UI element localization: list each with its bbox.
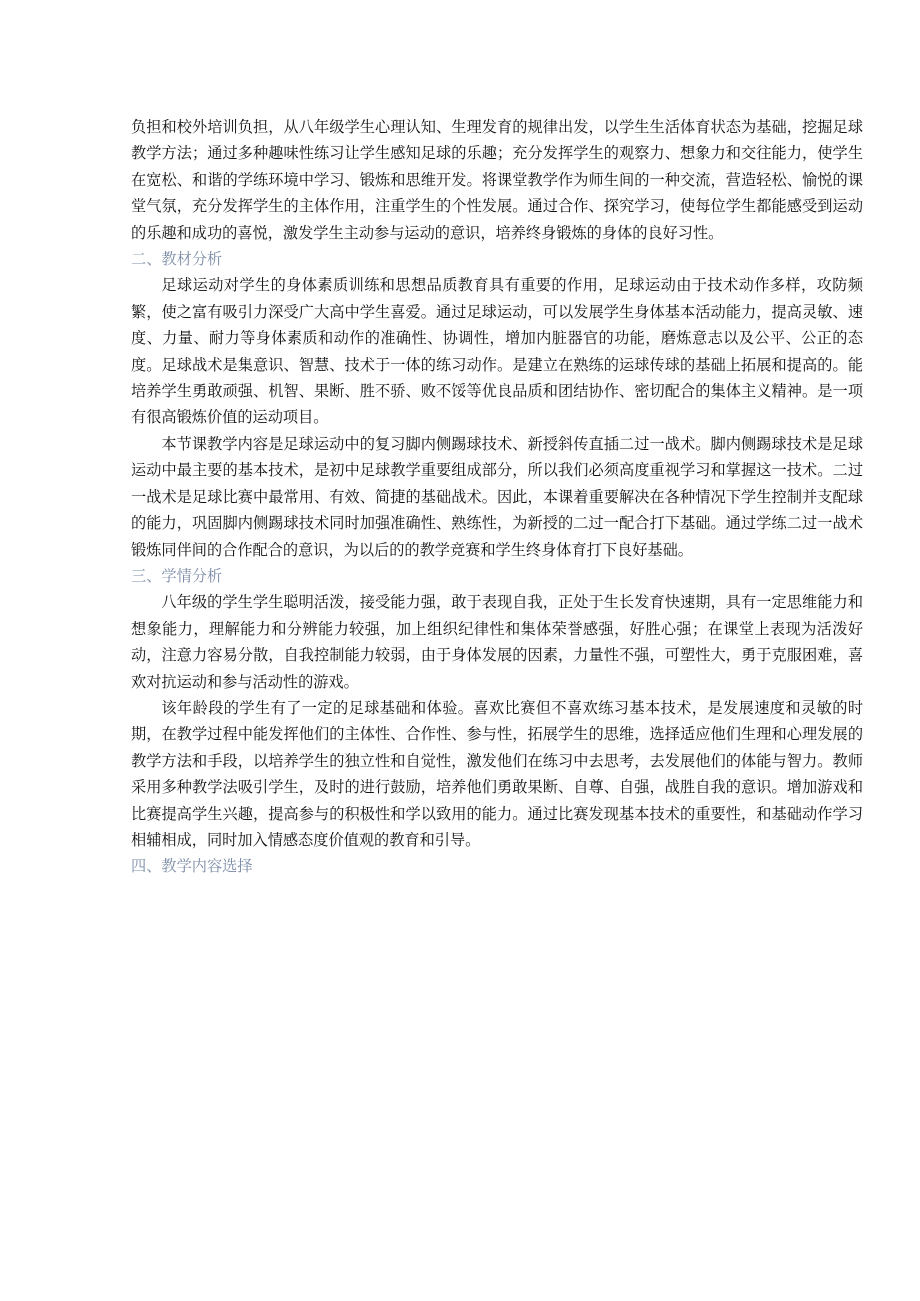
section-heading-textbook-analysis: 二、教材分析 [131, 250, 223, 269]
paragraph-student-analysis-2: 该年龄段的学生有了一定的足球基础和体验。喜欢比赛但不喜欢练习基本技术，是发展速度和灵敏的时期，在教学过程中能发挥他们的主体性、合作性、参与性，拓展学生的思维，选择适应他们生理和心理发展的教学方法和手段，以培养学生的独立性和自觉性，激发他们在练习中去思考，去发展他们的体能与智力。教师采用多种教学法吸引学生，及时的进行鼓励，培养他们勇敢果断、自尊、自强，战胜自我的意识。增加游戏和比赛提高学生兴趣，提高参与的积极性和学以致用的能力。通过比赛发现基本技术的重要性，和基础动作学习相辅相成，同时加入情感态度价值观的教育和引导。 [131, 698, 863, 849]
section-heading-student-analysis: 三、学情分析 [131, 566, 223, 585]
paragraph-student-analysis-1: 八年级的学生学生聪明活泼，接受能力强，敢于表现自我，正处于生长发育快速期，具有一定思维能力和想象能力，理解能力和分辨能力较强，加上组织纪律性和集体荣誉感强，好胜心强；在课堂上表现为活泼好动，注意力容易分散，自我控制能力较弱，由于身体发展的因素，力量性不强，可塑性大，勇于克服困难，喜欢对抗运动和参与活动性的游戏。 [131, 593, 863, 691]
intro-paragraph: 负担和校外培训负担，从八年级学生心理认知、生理发育的规律出发，以学生生活体育状态为基础，挖掘足球教学方法；通过多种趣味性练习让学生感知足球的乐趣；充分发挥学生的观察力、想象力和交往能力，使学生在宽松、和谐的学练环境中学习、锻炼和思维开发。将课堂教学作为师生间的一种交流，营造轻松、愉悦的课堂气氛，充分发挥学生的主体作用，注重学生的个性发展。通过合作、探究学习，使每位学生都能感受到运动的乐趣和成功的喜悦，激发学生主动参与运动的意识，培养终身锻炼的身体的良好习性。 [131, 118, 863, 242]
paragraph-textbook-analysis-2: 本节课教学内容是足球运动中的复习脚内侧踢球技术、新授斜传直插二过一战术。脚内侧踢球技术是足球运动中最主要的基本技术，是初中足球教学重要组成部分，所以我们必须高度重视学习和掌握这一技术。二过一战术是足球比赛中最常用、有效、简捷的基础战术。因此，本课着重要解决在各种情况下学生控制并支配球的能力，巩固脚内侧踢球技术同时加强准确性、熟练性，为新授的二过一配合打下基础。通过学练二过一战术锻炼同伴间的合作配合的意识，为以后的的教学竞赛和学生终身体育打下良好基础。 [131, 434, 863, 559]
section-heading-content-selection: 四、教学内容选择 [131, 857, 253, 876]
document-body [131, 114, 863, 880]
paragraph-textbook-analysis-1: 足球运动对学生的身体素质训练和思想品质教育具有重要的作用，足球运动由于技术动作多样，攻防频繁，使之富有吸引力深受广大高中学生喜爱。通过足球运动，可以发展学生身体基本活动能力，提高灵敏、速度、力量、耐力等身体素质和动作的准确性、协调性，增加内脏器官的功能，磨炼意志以及公平、公正的态度。足球战术是集意识、智慧、技术于一体的练习动作。是建立在熟练的运球传球的基础上拓展和提高的。能培养学生勇敢顽强、机智、果断、胜不骄、败不馁等优良品质和团结协作、密切配合的集体主义精神。是一项有很高锻炼价值的运动项目。 [131, 276, 863, 427]
